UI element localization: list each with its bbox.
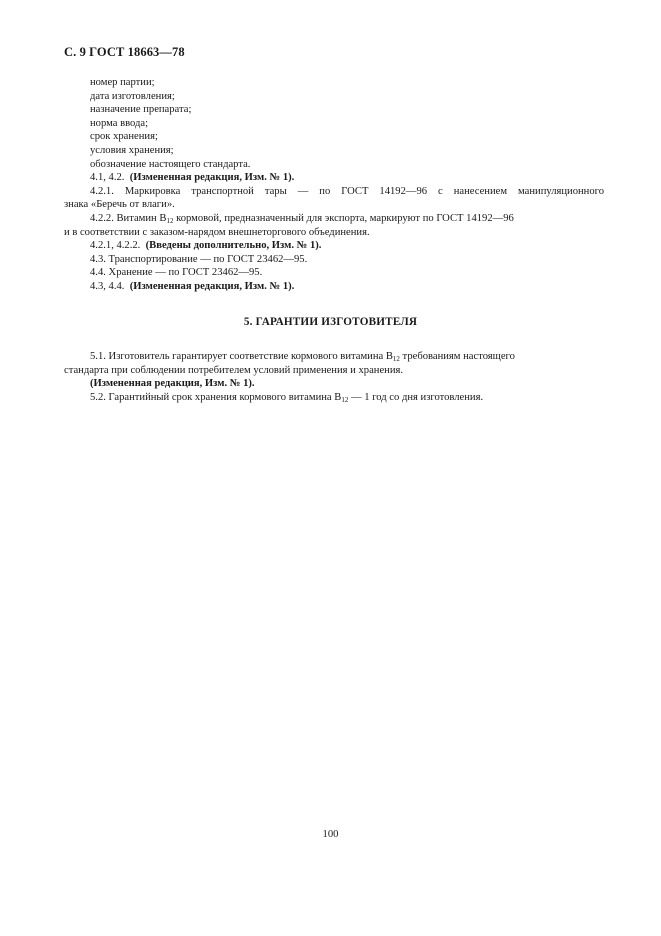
amendment-note: (Измененная редакция, Изм. № 1).	[90, 378, 255, 390]
clause-text: 5.2. Гарантийный срок хранения кормового витамина В	[90, 391, 342, 403]
list-item: норма ввода;	[90, 117, 149, 129]
list-item: дата изготовления;	[90, 90, 175, 102]
amendment-note	[64, 280, 604, 294]
amendment-note	[64, 171, 604, 185]
subscript: 12	[341, 395, 349, 404]
list-item: обозначение настоящего стандарта.	[90, 158, 251, 170]
section-5-title: 5. ГАРАНТИИ ИЗГОТОВИТЕЛЯ	[243, 316, 418, 328]
clause-4-2-2-line2: и в соответствии с заказом-нарядом внешнеторгового объединения.	[64, 226, 370, 238]
subscript: 12	[166, 216, 174, 225]
clause-5-1-line1	[64, 350, 604, 364]
list-item: срок хранения;	[90, 131, 158, 143]
amendment-note	[64, 239, 604, 253]
clause-4-2-1-line1: 4.2.1. Маркировка транспортной тары — по ГОСТ 14192—96 с нанесением манипуляционного	[90, 185, 604, 197]
clause-5-1-line2: стандарта при соблюдении потребителем условий применения и хранения.	[64, 364, 404, 376]
list-item: назначение препарата;	[90, 104, 192, 116]
page-header: С. 9 ГОСТ 18663—78	[64, 45, 185, 59]
clause-number: 4.2.1, 4.2.2.	[90, 240, 141, 252]
amendment-text: (Измененная редакция, Изм. № 1).	[129, 280, 295, 292]
clause-number: 4.3, 4.4.	[90, 280, 125, 292]
clause-4-3: 4.3. Транспортирование — по ГОСТ 23462—95.	[90, 253, 308, 265]
list-item: условия хранения;	[90, 144, 174, 156]
section-4-continuation	[64, 76, 604, 294]
clause-5-2	[64, 391, 604, 405]
clause-4-2-2-line1	[64, 212, 604, 226]
page-number: 100	[322, 829, 339, 840]
clause-text: — 1 год со дня изготовления.	[348, 391, 484, 403]
clause-number: 4.1, 4.2.	[90, 172, 125, 184]
list-item: номер партии;	[90, 77, 155, 88]
amendment-text: (Введены дополнительно, Изм. № 1).	[145, 240, 322, 252]
clause-text: кормовой, предназначенный для экспорта, маркируют по ГОСТ 14192—96	[173, 212, 514, 224]
amendment-text: (Измененная редакция, Изм. № 1).	[129, 172, 295, 184]
clause-text: 5.1. Изготовитель гарантирует соответствие кормового витамина В	[90, 351, 393, 362]
clause-text: требованиям настоящего	[399, 351, 515, 362]
clause-text: 4.2.2. Витамин В	[90, 212, 167, 224]
clause-4-2-1-line2: знака «Беречь от влаги».	[64, 199, 175, 211]
section-5-body	[64, 350, 604, 404]
clause-4-4: 4.4. Хранение — по ГОСТ 23462—95.	[90, 267, 263, 279]
subscript: 12	[392, 355, 400, 363]
